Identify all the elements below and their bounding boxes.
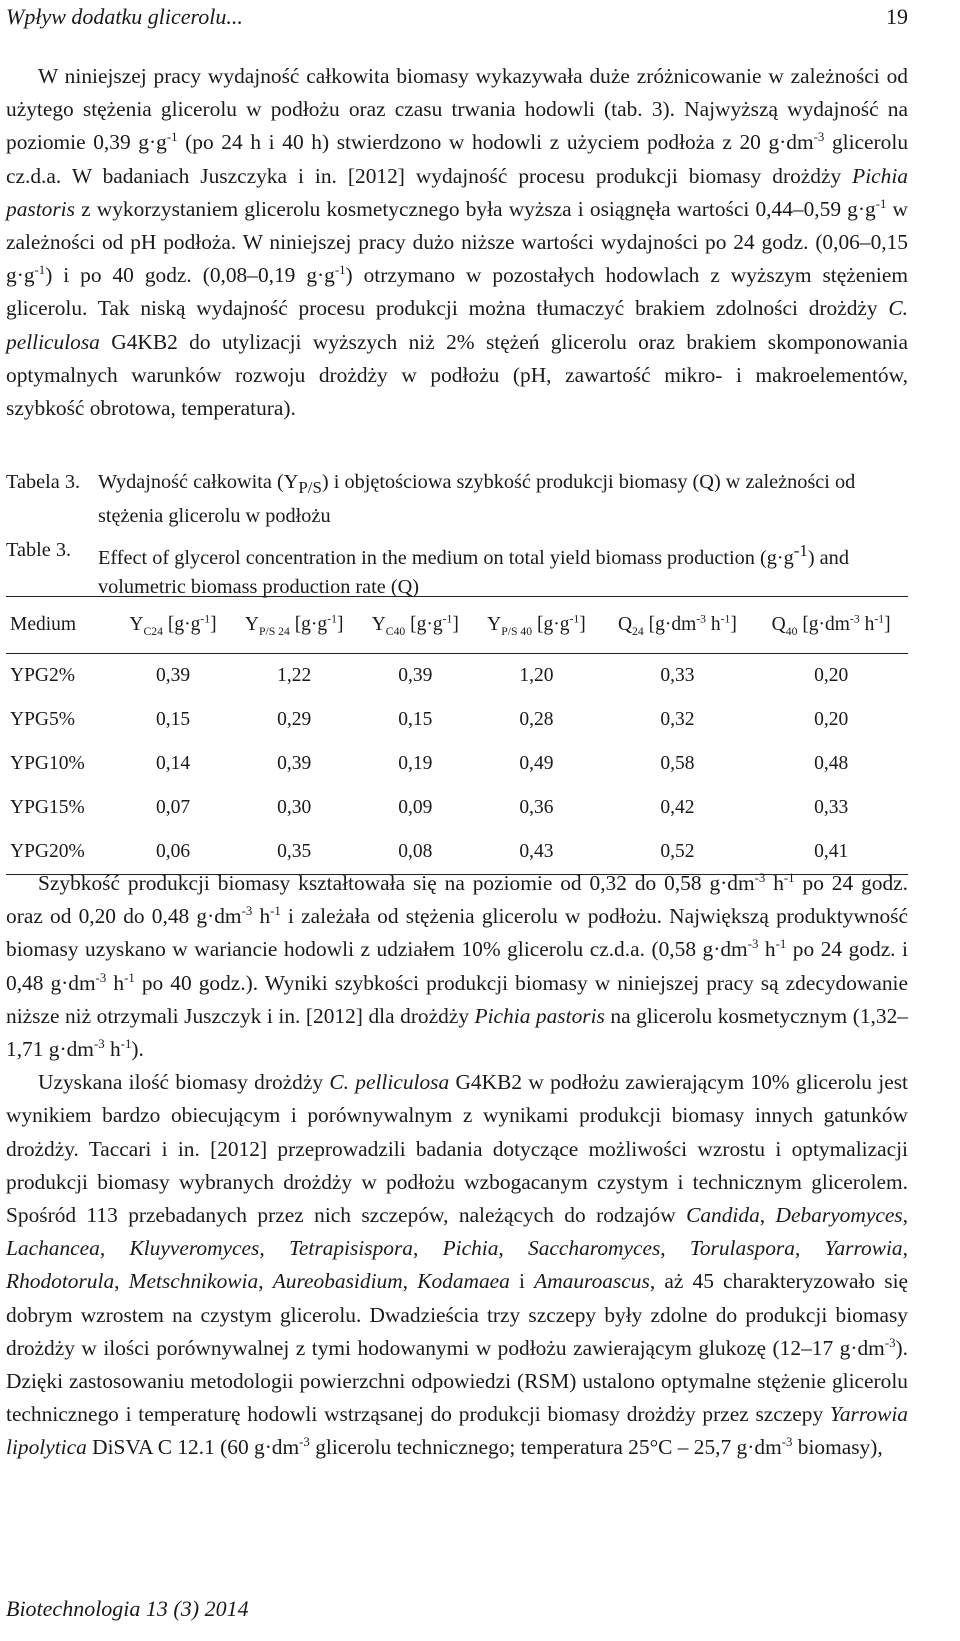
paragraph-productivity: Szybkość produkcji biomasy kształtowała się na poziomie od 0,32 do 0,58 $g\cdot dm^{-3}$ $h^{-1}$ po 24 godz. oraz od 0,20 do 0,48 $g\cdot dm^{-3}$ $h^{-1}$ i zależała od stężenia glicerolu w podłożu. Największą produktywność biomasy uzyskano w wariancie hodowli z udziałem 10% glicerolu cz.d.a. (0,58 $g\cdot dm^{-3}$ $h^{-1}$ po 24 godz. i 0,48 $g\cdot dm^{-3}$ $h^{-1}$ po 40 godz.). Wyniki szybkości produkcji biomasy w niniejszej pracy są zdecydowanie niższe niż otrzymali Juszczyk i in. [2012] dla drożdży Pichia pastoris na glicerolu kosmetycznym (1,32–1,71 $g\cdot dm^{-3}$ $h^{-1}$). bbox=[6, 870, 908, 1062]
species-name: Pichia pastoris bbox=[6, 163, 908, 221]
caption-text: Wydajność całkowita $(Y_{P/S})$ i objętościowa szybkość produkcji biomasy (Q) w zależności od stężenia glicerolu w podłożu bbox=[98, 471, 856, 528]
header-yps40: $Y_{P/S 40}$ $[g\cdot g^{-1}]$ bbox=[472, 597, 600, 654]
table-cell: 0,19 bbox=[398, 753, 433, 774]
table-cell: 0,29 bbox=[277, 709, 312, 730]
table-cell: YPG2% bbox=[10, 665, 76, 686]
table-cell: YPG15% bbox=[10, 797, 85, 818]
caption-label: Table 3. bbox=[6, 539, 72, 562]
table-cell: 0,07 bbox=[155, 797, 191, 818]
table-cell: 0,15 bbox=[398, 709, 433, 730]
yield-table bbox=[6, 596, 908, 875]
table-cell: 0,06 bbox=[116, 830, 230, 875]
journal-footer: Biotechnologia 13 (3) 2014 bbox=[6, 1596, 249, 1621]
header-q24: $Q_{24}$ [$g\cdot dm^{-3}$ $h^{-1}$] bbox=[601, 597, 755, 654]
table-cell: 0,41 bbox=[754, 830, 908, 875]
table-cell: 0,28 bbox=[519, 709, 554, 730]
table-cell: 0,08 bbox=[358, 830, 472, 875]
table-cell: 0,36 bbox=[519, 797, 554, 818]
header-medium: Medium bbox=[6, 597, 116, 654]
paragraph-comparison: Uzyskana ilość biomasy drożdży C. pelliculosa G4KB2 w podłożu zawierającym 10% glicerolu jest wynikiem bardzo obiecującym i porównywalnym z wynikami produkcji biomasy innych gatunków drożdży. Taccari i in. [2012] przeprowadzili badania dotyczące możliwości wzrostu i optymalizacji produkcji biomasy wybranych drożdży w podłożu wzbogacanym czystym i technicznym glicerolem. Spośród 113 przebadanych przez nich szczepów, należących do rodzajów Candida, Debaryomyces, Lachancea, Kluyveromyces, Tetrapisispora, Pichia, Saccharomyces, Torulaspora, Yarrowia, Rhodotorula, Metschnikowia, Aureobasidium, Kodamaea i Amauroascus, aż 45 charakteryzowało się dobrym wzrostem na czystym glicerolu. Dwadzieścia trzy szczepy były zdolne do produkcji biomasy drożdży w ilości porównywalnej z tymi hodowanymi w podłożu zawierającym glukozę (12–17 $g\cdot dm^{-3}$). Dzięki zastosowaniu metodologii powierzchni odpowiedzi (RSM) ustalono optymalne stężenie glicerolu technicznego i temperaturę hodowli wstrząsanej do produkcji biomasy drożdży przez szczepy Yarrowia lipolytica DiSVA C 12.1 (60 $g\cdot dm^{-3}$ glicerolu technicznego; temperatura 25°C – 25,7 $g\cdot dm^{-3}$ biomasy), bbox=[6, 1070, 909, 1460]
table-cell: 0,39 bbox=[155, 665, 191, 686]
table-cell: 0,20 bbox=[814, 665, 849, 686]
header-q40: $Q_{40}$ [$g\cdot dm^{-3}$ $h^{-1}$] bbox=[754, 597, 908, 654]
table-cell: 0,09 bbox=[398, 797, 433, 818]
species-name: C. pelliculosa bbox=[6, 296, 908, 354]
table-cell: 1,20 bbox=[519, 665, 554, 686]
table-cell: 0,14 bbox=[155, 753, 191, 774]
table-cell: 0,49 bbox=[519, 753, 554, 774]
table-cell: 0,48 bbox=[814, 753, 849, 774]
table-row bbox=[6, 698, 908, 742]
table-cell: 0,30 bbox=[277, 797, 312, 818]
table-cell: 0,52 bbox=[601, 830, 755, 875]
caption-text: Effect of glycerol concentration in the medium on total yield biomass production $(g\cdot g^{-1})$ and volumetric biomass production rate (Q) bbox=[98, 541, 849, 598]
table-row bbox=[6, 742, 908, 786]
caption-label: Tabela 3. bbox=[6, 471, 81, 493]
species-name: C. pelliculosa bbox=[329, 1070, 450, 1095]
header-yps24: $Y_{P/S 24}$ $[g\cdot g^{-1}]$ bbox=[230, 597, 358, 654]
paragraph-yield-discussion: W niniejszej pracy wydajność całkowita biomasy wykazywała duże zróżnicowanie w zależności od użytego stężenia glicerolu w podłożu oraz czasu trwania hodowli (tab. 3). Najwyższą wydajność na poziomie 0,39 $g\cdot g^{-1}$ (po 24 h i 40 h) stwierdzono w hodowli z użyciem podłoża z 20 $g\cdot dm^{-3}$ glicerolu cz.d.a. W badaniach Juszczyka i in. [2012] wydajność procesu produkcji biomasy drożdży Pichia pastoris z wykorzystaniem glicerolu kosmetycznego była wyższa i osiągnęła wartości 0,44–0,59 $g\cdot g^{-1}$ w zależności od pH podłoża. W niniejszej pracy dużo niższe wartości wydajności po 24 godz. (0,06–0,15 $g\cdot g^{-1}$) i po 40 godz. (0,08–0,19 $g\cdot g^{-1}$) otrzymano w pozostałych hodowlach z wyższym stężeniem glicerolu. Tak niską wydajność procesu produkcji można tłumaczyć brakiem zdolności drożdży C. pelliculosa G4KB2 do utylizacji wyższych niż 2% stężeń glicerolu oraz brakiem skomponowania optymalnych warunków rozwoju drożdży w podłożu (pH, zawartość mikro- i makroelementów, szybkość obrotowa, temperatura). bbox=[6, 64, 909, 421]
table-cell: YPG5% bbox=[10, 709, 76, 730]
table-header-row bbox=[6, 597, 908, 654]
table-row bbox=[6, 654, 908, 699]
table-cell: 0,39 bbox=[398, 665, 433, 686]
table-row bbox=[6, 786, 908, 830]
table-cell: 0,33 bbox=[814, 797, 849, 818]
body-text-lower bbox=[6, 867, 908, 1465]
table-cell: 1,22 bbox=[277, 665, 312, 686]
caption-polish bbox=[6, 468, 908, 531]
table-cell: 0,58 bbox=[660, 753, 695, 774]
table-cell: 0,42 bbox=[660, 797, 695, 818]
table-cell: 0,20 bbox=[814, 709, 849, 730]
table-cell: YPG20% bbox=[6, 830, 116, 875]
caption-english bbox=[6, 536, 908, 602]
table-cell: YPG10% bbox=[10, 753, 85, 774]
table-cell: 0,33 bbox=[660, 665, 695, 686]
header-yc24: $Y_{C24}$ $[g\cdot g^{-1}]$ bbox=[116, 597, 230, 654]
species-name: Pichia pastoris bbox=[474, 1003, 605, 1028]
table-cell: 0,39 bbox=[277, 753, 312, 774]
species-name: Yarrowia lipolytica bbox=[6, 1402, 908, 1460]
table-cell: 0,15 bbox=[155, 709, 191, 730]
header-yc40: $Y_{C40}$ $[g\cdot g^{-1}]$ bbox=[358, 597, 472, 654]
page-header bbox=[6, 4, 908, 34]
table-cell: 0,43 bbox=[472, 830, 600, 875]
table-cell: 0,32 bbox=[660, 709, 695, 730]
table-cell: 0,35 bbox=[230, 830, 358, 875]
running-title: Wpływ dodatku glicerolu... bbox=[6, 4, 243, 29]
table-captions bbox=[6, 468, 908, 602]
page-number: 19 bbox=[886, 4, 908, 29]
